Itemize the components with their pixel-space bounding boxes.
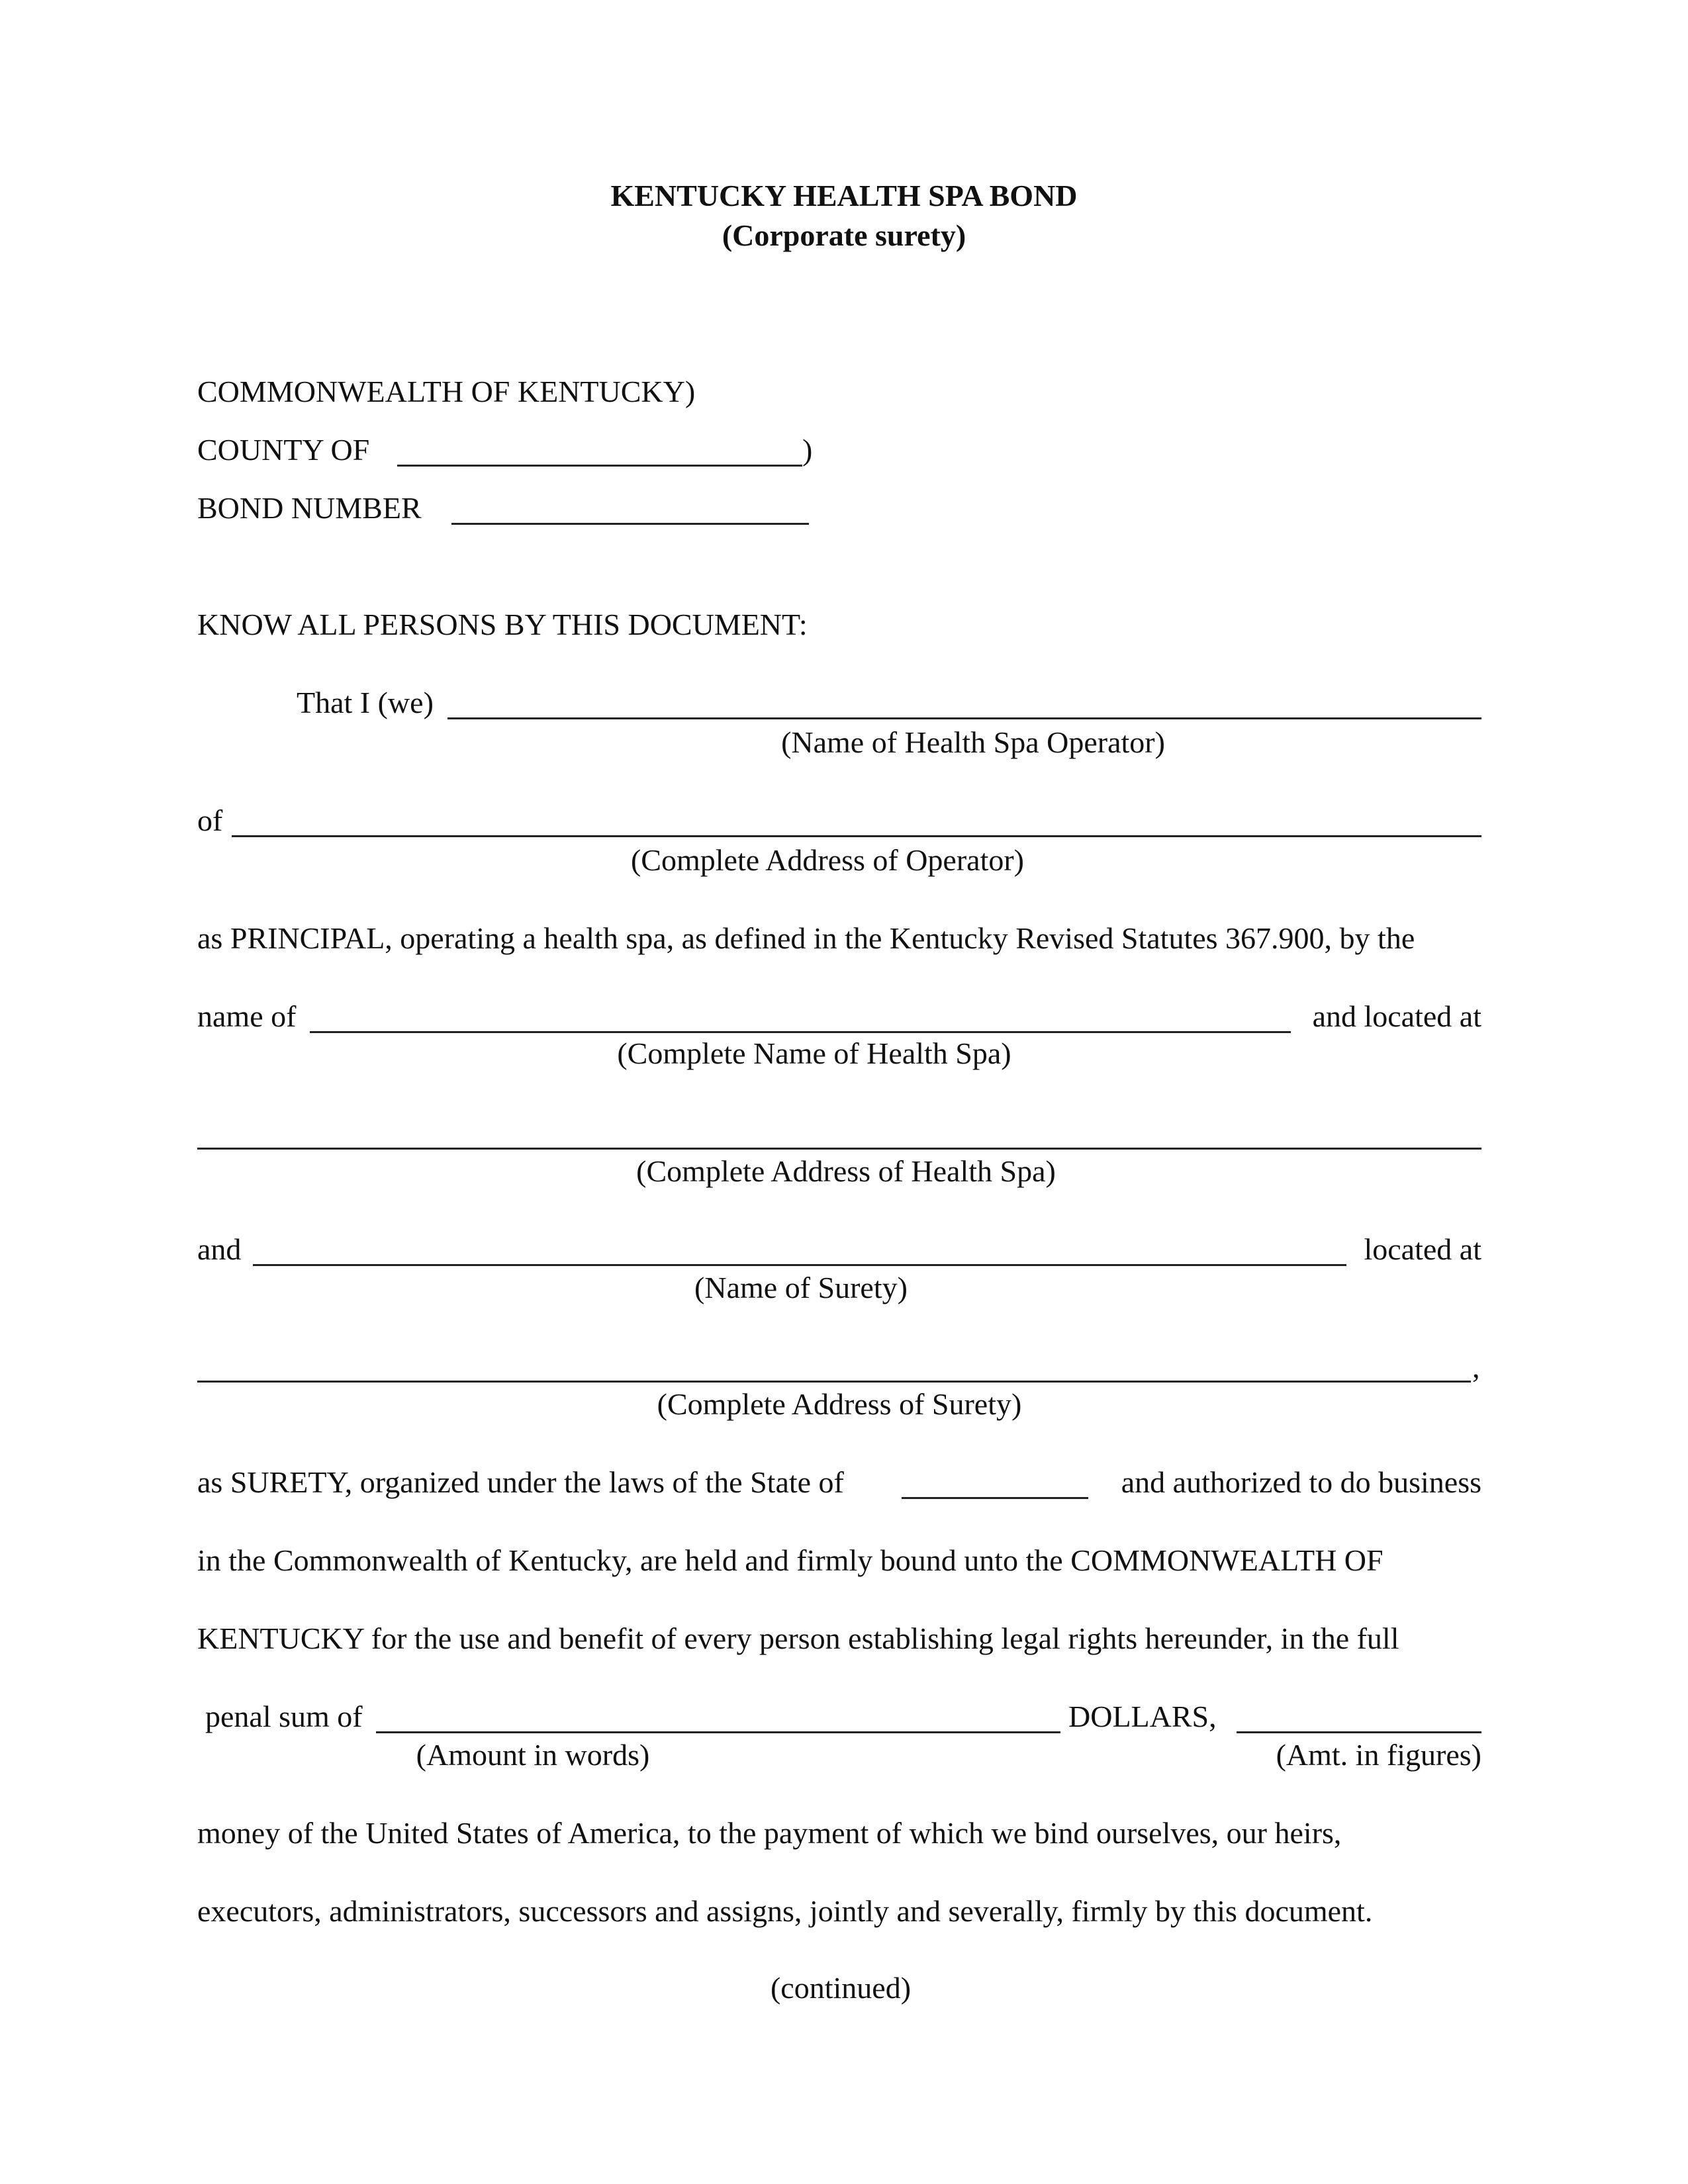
surety-name-prefix: and [197, 1232, 242, 1266]
amount-figures-caption: (Amt. in figures) [1276, 1738, 1481, 1772]
spa-name-caption: (Complete Name of Health Spa) [617, 1036, 1011, 1070]
spa-name-field[interactable] [310, 1031, 1291, 1033]
dollars-label: DOLLARS, [1068, 1700, 1217, 1733]
surety-state-suffix: and authorized to do business [1121, 1465, 1481, 1499]
document-title: KENTUCKY HEALTH SPA BOND [610, 179, 1078, 212]
county-field[interactable] [397, 465, 802, 467]
operator-address-caption: (Complete Address of Operator) [630, 843, 1024, 877]
spa-name-prefix: name of [197, 999, 297, 1033]
spa-address-caption: (Complete Address of Health Spa) [636, 1154, 1056, 1188]
bond-number-field[interactable] [451, 523, 809, 525]
penal-sum-prefix: penal sum of [205, 1700, 363, 1733]
spa-name-suffix: and located at [1312, 999, 1481, 1033]
county-close-paren: ) [802, 433, 813, 467]
spa-address-field[interactable] [197, 1148, 1481, 1150]
closing-line-1: money of the United States of America, to the payment of which we bind ourselves, our heirs, [197, 1816, 1342, 1850]
surety-name-suffix: located at [1364, 1232, 1481, 1266]
operator-address-field[interactable] [232, 835, 1481, 837]
bond-number-label: BOND NUMBER [197, 491, 422, 525]
commonwealth-label: COMMONWEALTH OF KENTUCKY) [197, 375, 696, 408]
amount-figures-field[interactable] [1237, 1731, 1481, 1733]
intro-text: KNOW ALL PERSONS BY THIS DOCUMENT: [197, 608, 808, 641]
surety-address-caption: (Complete Address of Surety) [657, 1387, 1022, 1421]
amount-words-field[interactable] [376, 1731, 1060, 1733]
operator-address-prefix: of [197, 803, 223, 837]
amount-words-caption: (Amount in words) [416, 1738, 650, 1772]
surety-address-comma: , [1472, 1350, 1480, 1384]
closing-line-2: executors, administrators, successors and assigns, jointly and severally, firmly by this document. [197, 1894, 1373, 1928]
surety-state-prefix: as SURETY, organized under the laws of the State of [197, 1465, 844, 1499]
county-label: COUNTY OF [197, 433, 370, 467]
operator-name-field[interactable] [447, 717, 1481, 719]
body-line-2: KENTUCKY for the use and benefit of every person establishing legal rights hereunder, in the full [197, 1621, 1399, 1655]
surety-address-field[interactable] [197, 1381, 1471, 1383]
operator-name-caption: (Name of Health Spa Operator) [781, 725, 1165, 759]
surety-state-field[interactable] [902, 1497, 1088, 1499]
document-subtitle: (Corporate surety) [722, 218, 966, 252]
body-line-1: in the Commonwealth of Kentucky, are held and firmly bound unto the COMMONWEALTH OF [197, 1543, 1383, 1577]
surety-name-caption: (Name of Surety) [694, 1271, 908, 1304]
surety-name-field[interactable] [253, 1264, 1346, 1266]
principal-text: as PRINCIPAL, operating a health spa, as defined in the Kentucky Revised Statutes 367.900, by the [197, 921, 1415, 955]
operator-prefix: That I (we) [297, 686, 434, 719]
continued-note: (continued) [770, 1971, 912, 2005]
